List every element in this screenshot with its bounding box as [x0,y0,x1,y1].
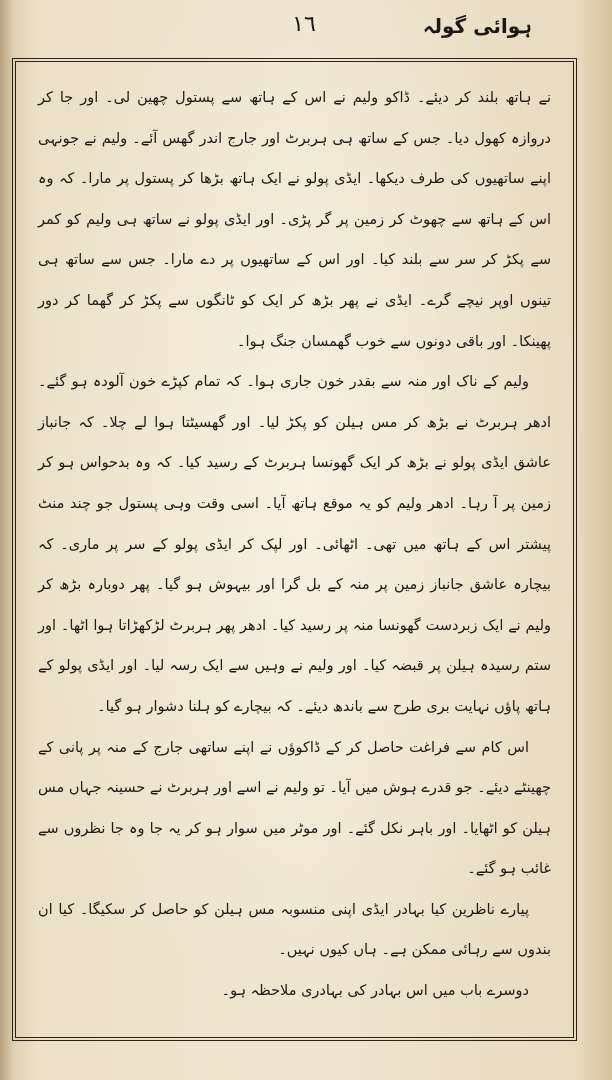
text-frame [12,58,577,1041]
body-text [38,78,551,1012]
paragraph: ولیم کے ناک اور منہ سے بقدر خون جاری ہوا۔ کہ تمام کپڑے خون آلودہ ہو گئے۔ ادھر ہربرٹ نے بڑھ کر مس ہیلن کو پکڑ لیا۔ اور گھسیٹتا ہوا لے چلا۔ کہ جانباز عاشق ایڈی پولو نے بڑھ کر ایک گھونسا ہربرٹ کے رسید کیا۔ کہ وہ بدحواس ہو کر زمین پر آ رہا۔ ادھر ولیم کو یہ موقع ہاتھ آیا۔ اسی وقت وہی پستول جو چند منٹ پیشتر اس کے ہاتھ میں تھی۔ اٹھائی۔ اور لپک کر ایڈی پولو کے سر پر ماری۔ کہ بیچارہ عاشق جانباز زمین پر منہ کے بل گرا اور بیہوش ہو گیا۔ پھر دوبارہ بڑھ کر ولیم نے ایک زبردست گھونسا منہ پر رسید کیا۔ ادھر پھر ہربرٹ لڑکھڑاتا ہوا اٹھا۔ اور ستم رسیدہ ہیلن پر قبضہ کیا۔ اور ولیم نے وہیں سے ایک رسہ لیا۔ اور ایڈی پولو کے ہاتھ پاؤں نہایت بری طرح سے باندھ دیئے۔ کہ بیچارے کو ہلنا دشوار ہو گیا۔ [38,374,551,715]
paragraph: اس کام سے فراغت حاصل کر کے ڈاکوؤں نے اپنے ساتھی جارج کے منہ پر پانی کے چھینٹے دیئے۔ جو قدرے ہوش میں آیا۔ تو ولیم نے اسے اور ہربرٹ نے حسینہ جہاں مس ہیلن کو اٹھایا۔ اور باہر نکل گئے۔ اور موٹر میں سوار ہو کر یہ جا وہ جا نظروں سے غائب ہو گئے۔ [38,739,551,878]
paragraph: نے ہاتھ بلند کر دیئے۔ ڈاکو ولیم نے اس کے ہاتھ سے پستول چھین لی۔ اور جا کر دروازہ کھول دیا۔ جس کے ساتھ ہی ہربرٹ اور جارج اندر گھس آئے۔ ولیم نے جونہی اپنے ساتھیوں کی طرف دیکھا۔ ایڈی پولو نے ایک ہاتھ بڑھا کر پستول پر مارا۔ کہ وہ اس کے ہاتھ سے چھوٹ کر زمین پر گر پڑی۔ اور ایڈی پولو نے ساتھ ہی ولیم کو کمر سے پکڑ کر سر سے بلند کیا۔ اور اس کے ساتھیوں پر دے مارا۔ جس سے ساتھ ہی تینوں اوپر نیچے گرے۔ ایڈی نے پھر بڑھ کر ایک کو ٹانگوں سے پکڑ کر گھما کر دور پھینکا۔ اور باقی دونوں سے خوب گھمسان جنگ ہوا۔ [38,90,551,350]
page-number: ١٦ [292,12,316,37]
page-header [20,10,592,50]
running-title: ہوائی گولہ [422,14,532,38]
paragraph: پیارے ناظرین کیا بہادر ایڈی اپنی منسوبہ مس ہیلن کو حاصل کر سکیگا۔ کیا ان بندوں سے رہائی ممکن ہے۔ ہاں کیوں نہیں۔ [38,901,551,959]
closing-line: دوسرے باب میں اس بہادر کی بہادری ملاحظہ ہو۔ [221,983,529,1000]
